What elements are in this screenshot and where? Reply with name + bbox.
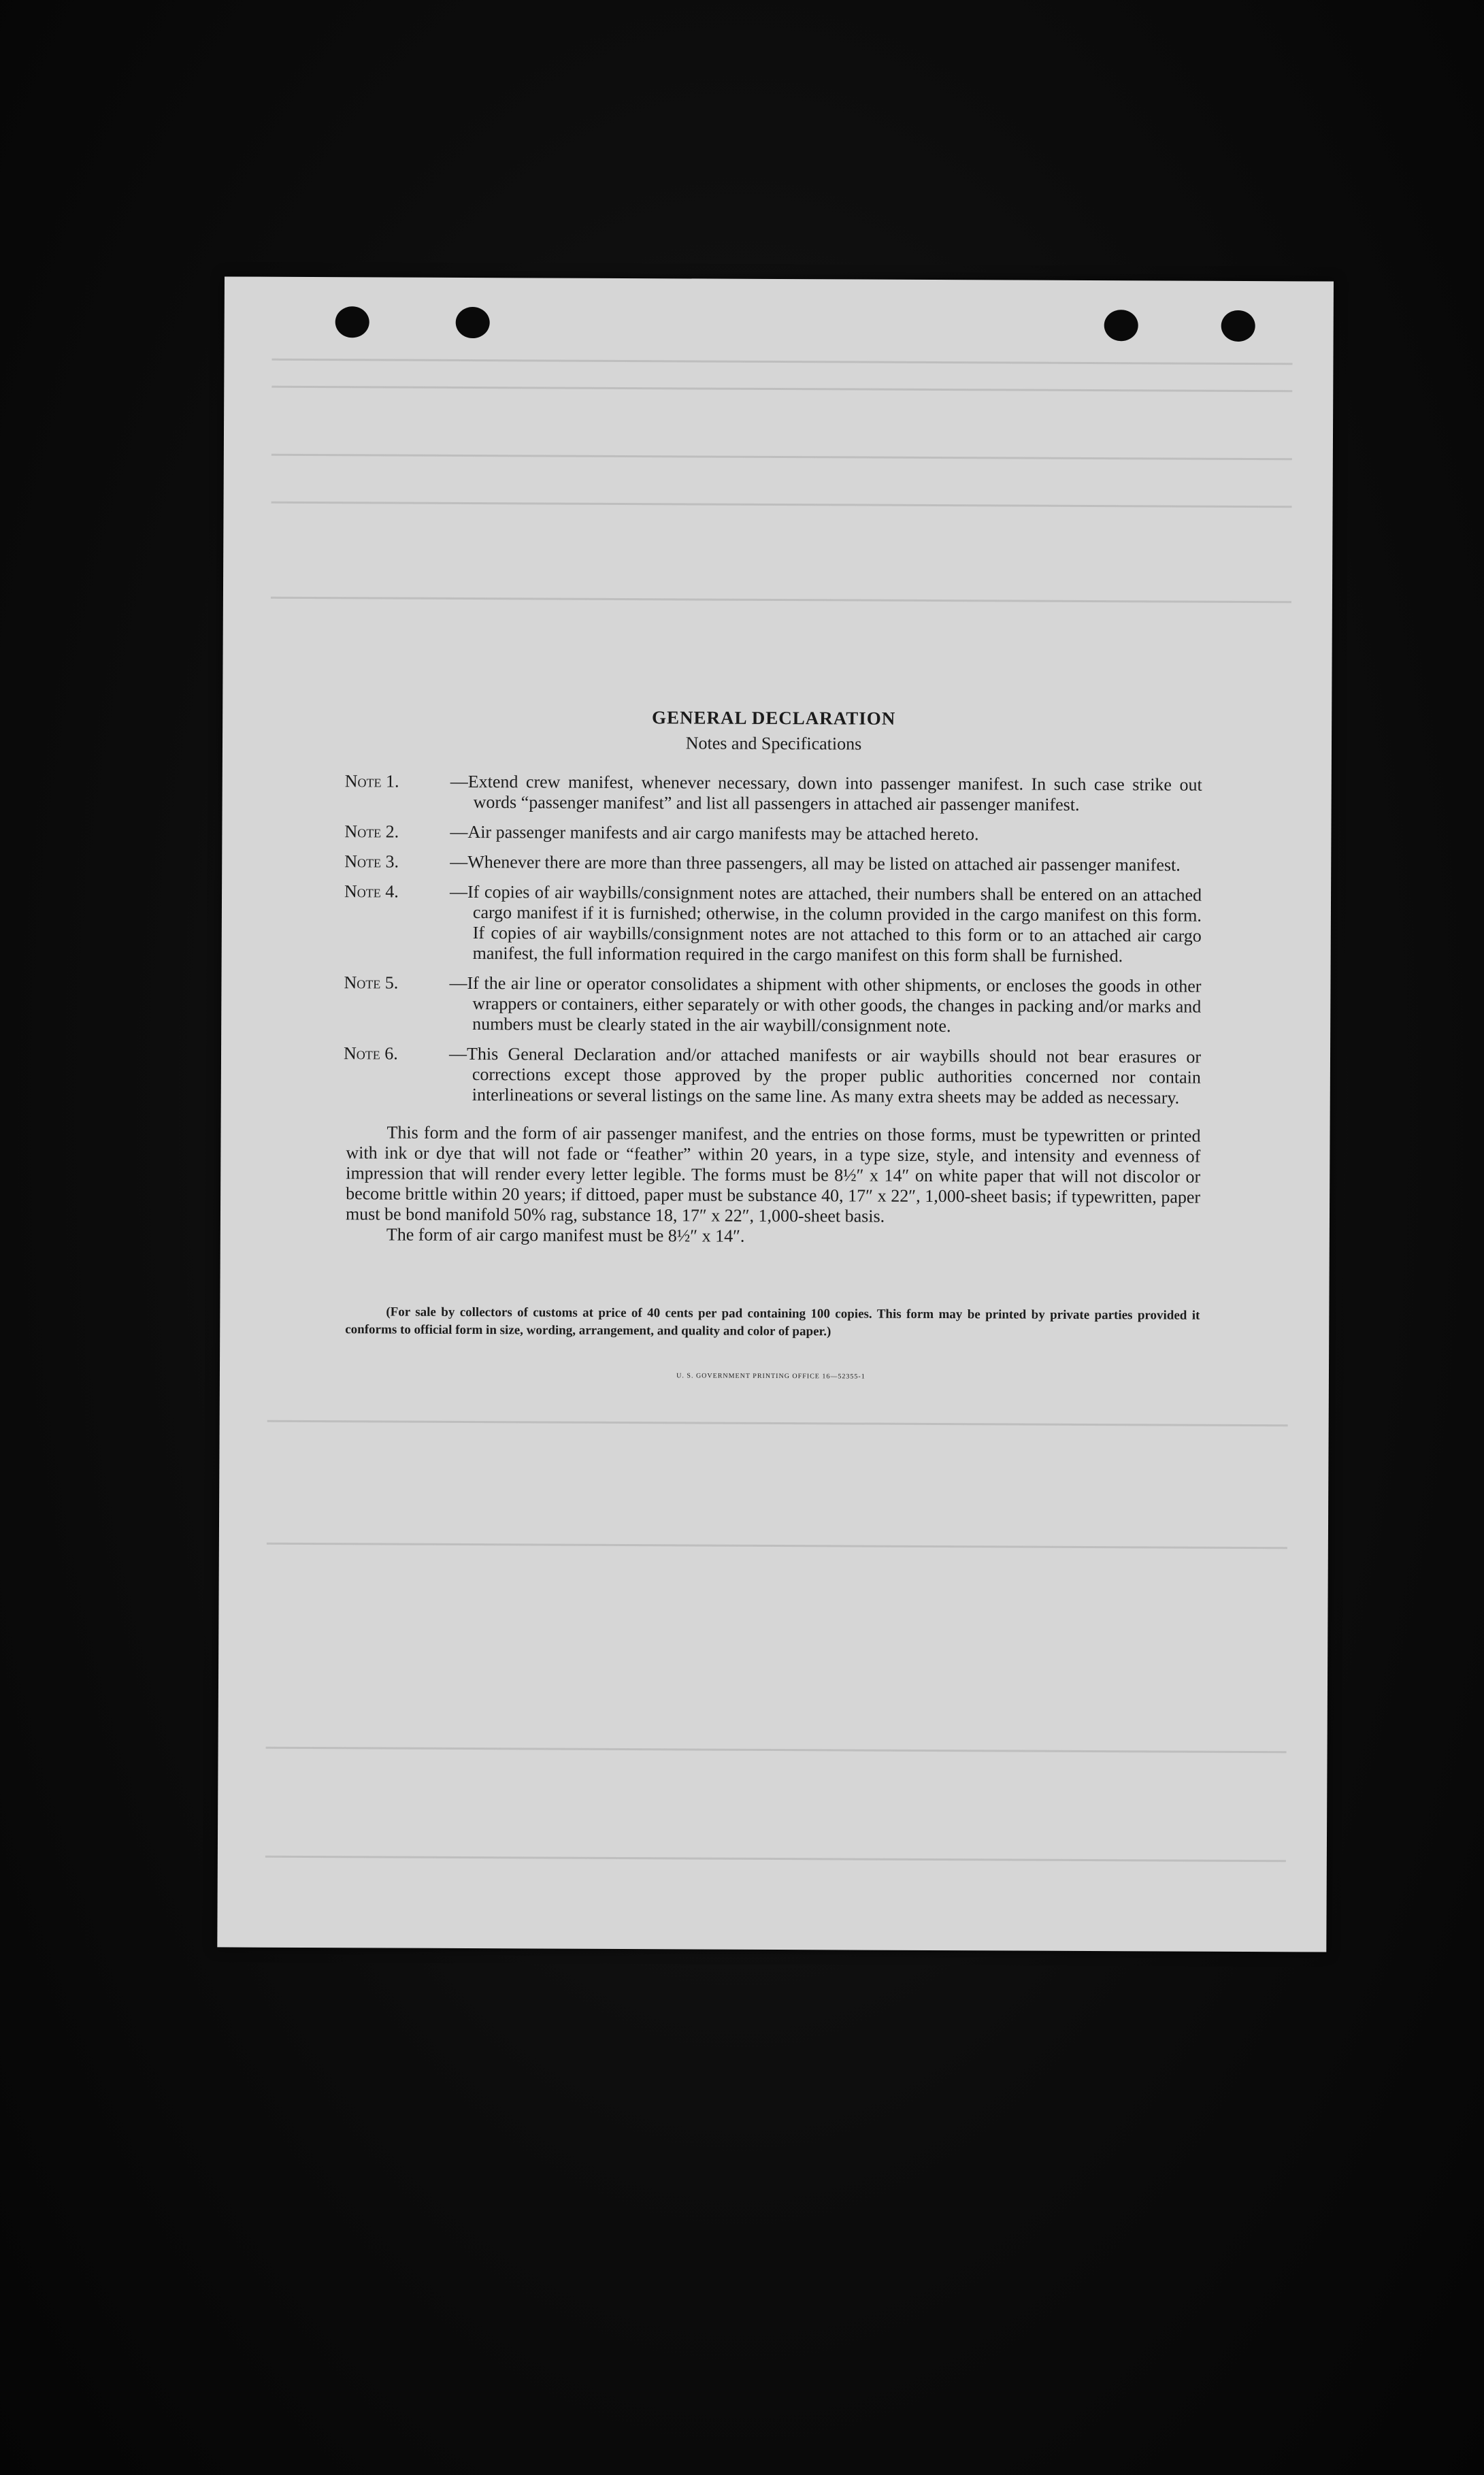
note-label: Note 4. — [344, 881, 399, 902]
note-5 — [344, 972, 1201, 1037]
declaration-subtitle: Notes and Specifications — [685, 733, 862, 754]
note-text: —Whenever there are more than three passengers, all may be listed on attached air passenger manifest. — [450, 851, 1181, 875]
note-label: Note 2. — [344, 821, 399, 842]
note-3 — [344, 851, 1202, 875]
note-label: Note 3. — [344, 851, 399, 872]
punch-hole — [335, 306, 369, 338]
note-text: —If copies of air waybills/consignment notes are attached, their numbers shall be entered on an attached cargo manifest if it is furnished; otherwise, in the column provided in the cargo manifest on this form. If copies of air waybills/consignment notes are not attached to this form or to an attached air cargo manifest, the full information required in the cargo manifest on this form shall be furnished. — [450, 881, 1202, 966]
note-1 — [345, 771, 1202, 815]
note-6 — [344, 1043, 1201, 1108]
note-text: —If the air line or operator consolidates a shipment with other shipments, or encloses the goods in other wrappers or containers, either separately or with other goods, the changes in packing and/or marks and numbers must be clearly stated in the air waybill/consignment note. — [449, 972, 1202, 1036]
note-label: Note 5. — [344, 972, 399, 993]
note-text: —Air passenger manifests and air cargo manifests may be attached hereto. — [450, 821, 979, 845]
punch-hole — [1221, 310, 1255, 342]
notes-section — [342, 706, 1202, 1388]
printing-office-imprint: U. S. GOVERNMENT PRINTING OFFICE 16—52355-1 — [676, 1372, 865, 1381]
punch-hole — [1104, 310, 1138, 341]
note-text: —This General Declaration and/or attached manifests or air waybills should not bear erasures or corrections except those approved by the proper public authorities concerned nor contain interlineations or several listings on the same line. As many extra sheets may be added as necessary. — [448, 1043, 1202, 1108]
declaration-title: GENERAL DECLARATION — [651, 707, 896, 729]
note-2 — [344, 821, 1202, 845]
note-label: Note 1. — [344, 771, 399, 791]
note-label: Note 6. — [343, 1043, 398, 1064]
form-requirements-paragraph: This form and the form of air passenger manifest, and the entries on those forms, must be typewritten or printed with ink or dye that will not fade or “feather” within 20 years, in a type size, style, and intensity and evenness of impression that will render every letter legible. The forms must be 8½″ x 14″ on white paper that will not discolor or become brittle within 20 years; if dittoed, paper must be substance 40, 17″ x 22″, 1,000-sheet basis; if typewritten, paper must be bond manifold 50% rag, substance 18, 17″ x 22″, 1,000-sheet basis. — [345, 1122, 1201, 1226]
document-page — [217, 276, 1334, 1952]
note-4 — [344, 881, 1202, 966]
cargo-manifest-size-line: The form of air cargo manifest must be 8½″ x 14″. — [386, 1224, 745, 1246]
sale-notice: (For sale by collectors of customs at price of 40 cents per pad containing 100 copies. This form may be printed by private parties provided it conforms to official form in size, wording, arrangement, and quality and color of paper.) — [345, 1305, 1200, 1339]
punch-hole — [456, 307, 490, 338]
note-text: —Extend crew manifest, whenever necessary, down into passenger manifest. In such case strike out words “passenger manifest” and list all passengers in attached air passenger manifest. — [450, 771, 1202, 815]
